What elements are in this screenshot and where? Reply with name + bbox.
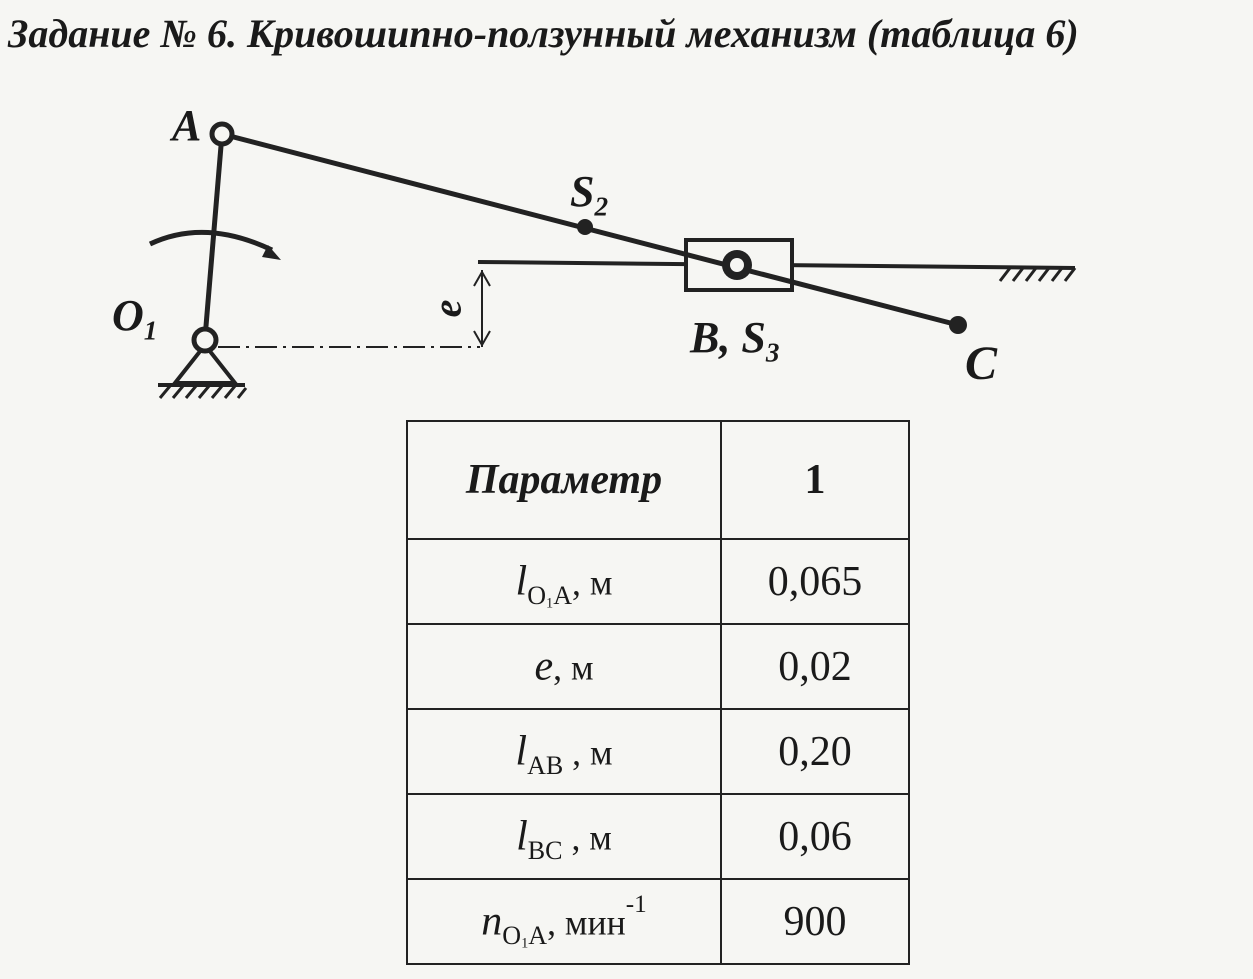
label-c: C xyxy=(965,337,998,390)
page-title: Задание № 6. Кривошипно-ползунный механизм (таблица 6) xyxy=(8,11,1079,56)
table-header-row xyxy=(407,421,909,539)
label-o1: $O_1$ xyxy=(112,291,158,346)
parameters-table xyxy=(406,420,910,965)
header-parameter: Параметр xyxy=(407,421,721,539)
header-variant: 1 xyxy=(721,421,909,539)
table-row xyxy=(407,709,909,794)
table-row xyxy=(407,794,909,879)
guide-ground-hatching xyxy=(1000,268,1075,281)
value-cell: 0,20 xyxy=(721,709,909,794)
param-cell: e, м xyxy=(407,624,721,709)
joint-o1 xyxy=(194,329,216,351)
value-cell: 0,06 xyxy=(721,794,909,879)
param-cell: $l_{BC}$ , м xyxy=(407,794,721,879)
mechanism-diagram xyxy=(0,0,1253,420)
table-row xyxy=(407,539,909,624)
label-e: e xyxy=(424,299,470,318)
point-c xyxy=(949,316,967,334)
table-row xyxy=(407,879,909,964)
joint-a xyxy=(212,124,232,144)
joint-b-inner xyxy=(730,258,744,272)
value-cell: 0,065 xyxy=(721,539,909,624)
param-cell: $n_{O1A}$, мин$^{-1}$ xyxy=(407,879,721,964)
value-cell: 900 xyxy=(721,879,909,964)
label-b-s3: B, $S_3$ xyxy=(690,313,780,368)
param-cell: $l_{O1A}$, м xyxy=(407,539,721,624)
param-cell: $l_{AB}$ , м xyxy=(407,709,721,794)
label-a: A xyxy=(172,101,202,150)
table-row xyxy=(407,624,909,709)
support-ground-hatching xyxy=(160,386,246,398)
label-s2: $S_2$ xyxy=(570,167,609,222)
value-cell: 0,02 xyxy=(721,624,909,709)
